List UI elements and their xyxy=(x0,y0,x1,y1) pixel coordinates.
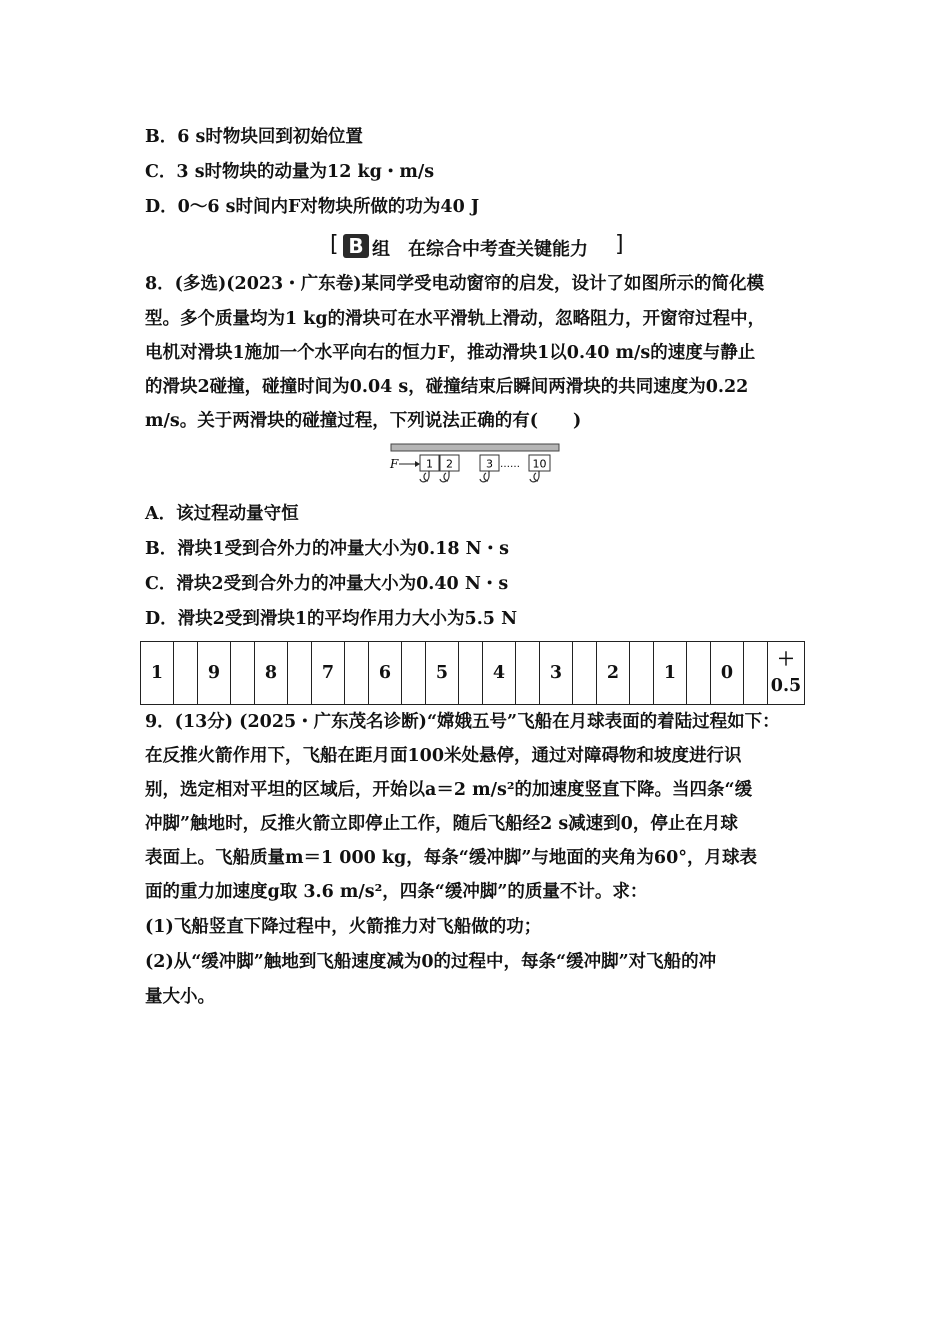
q9-line-1: 9．(13分) (2025・广东茂名诊断)“嫦娥五号”飞船在月球表面的着陆过程如下： xyxy=(145,712,780,732)
q8-line-2: 型。多个质量均为1 kg的滑块可在水平滑轨上滑动，忽略阻力，开窗帘过程中， xyxy=(145,309,766,329)
slider-block xyxy=(480,455,499,471)
blank-cell xyxy=(516,642,540,705)
q8-line-1: 8．(多选)(2023・广东卷)某同学受电动窗帘的启发，设计了如图所示的简化模 xyxy=(145,274,765,294)
section-badge: B xyxy=(343,234,369,258)
force-label: F xyxy=(390,457,399,471)
score-cell: 1 xyxy=(654,642,687,705)
q9-line-4: 冲脚”触地时，反推火箭立即停止工作，随后飞船经2 s减速到0，停止在月球 xyxy=(145,814,738,834)
curtain-slider-diagram xyxy=(388,442,563,492)
score-cell: 2 xyxy=(597,642,630,705)
q8-option-c: C．滑块2受到合外力的冲量大小为0.40 N・s xyxy=(145,574,509,594)
score-cell: 1 xyxy=(141,642,174,705)
slider-block xyxy=(529,455,550,471)
dots: …… xyxy=(500,459,520,470)
q9-subquestion-2: (2)从“缓冲脚”触地到飞船速度减为0的过程中，每条“缓冲脚”对飞船的冲 xyxy=(145,952,717,972)
q9-subquestion-2-cont: 量大小。 xyxy=(145,987,215,1007)
q7-option-d: D．0～6 s时间内F对物块所做的功为40 J xyxy=(145,197,480,217)
right-bracket: ] xyxy=(615,232,624,257)
q8-option-b: B．滑块1受到合外力的冲量大小为0.18 N・s xyxy=(145,539,510,559)
plus-sign: ＋ xyxy=(777,650,795,670)
q9-line-5: 表面上。飞船质量m＝1 000 kg，每条“缓冲脚”与地面的夹角为60°，月球表 xyxy=(145,848,758,868)
q8-line-3: 电机对滑块1施加一个水平向右的恒力F，推动滑块1以0.40 m/s的速度与静止 xyxy=(145,343,756,363)
q9-line-2: 在反推火箭作用下，飞船在距月面100米处悬停，通过对障碍物和坡度进行识 xyxy=(145,746,742,766)
block-label: 2 xyxy=(446,457,453,471)
score-table xyxy=(140,641,805,705)
hooks xyxy=(420,471,539,482)
score-cell: 0 xyxy=(711,642,744,705)
blank-cell xyxy=(744,642,768,705)
score-cell: 7 xyxy=(312,642,345,705)
q9-line-6: 面的重力加速度g取 3.6 m/s²，四条“缓冲脚”的质量不计。求： xyxy=(145,882,648,902)
q9-subquestion-1: (1)飞船竖直下降过程中，火箭推力对飞船做的功； xyxy=(145,917,542,937)
score-cell: 5 xyxy=(426,642,459,705)
block-label: 3 xyxy=(486,457,493,471)
section-title: 组 在综合中考查关键能力 xyxy=(372,239,588,260)
q8-option-d: D．滑块2受到滑块1的平均作用力大小为5.5 N xyxy=(145,609,518,629)
blank-cell xyxy=(687,642,711,705)
score-cell: 3 xyxy=(540,642,573,705)
blank-cell xyxy=(231,642,255,705)
q9-line-3: 别，选定相对平坦的区域后，开始以a＝2 m/s²的加速度竖直下降。当四条“缓 xyxy=(145,780,753,800)
blank-cell xyxy=(402,642,426,705)
score-cell: 8 xyxy=(255,642,288,705)
q8-line-5: m/s。关于两滑块的碰撞过程，下列说法正确的有( ) xyxy=(145,411,582,431)
track-rail xyxy=(391,444,559,451)
q7-option-c: C．3 s时物块的动量为12 kg・m/s xyxy=(145,162,435,182)
score-cell: 4 xyxy=(483,642,516,705)
force-arrow-head xyxy=(415,461,420,467)
score-cell: 6 xyxy=(369,642,402,705)
blank-cell xyxy=(573,642,597,705)
block-label: 10 xyxy=(532,457,547,471)
score-row xyxy=(141,642,805,705)
blank-cell xyxy=(174,642,198,705)
blank-cell xyxy=(345,642,369,705)
q8-line-4: 的滑块2碰撞，碰撞时间为0.04 s，碰撞结束后瞬间两滑块的共同速度为0.22 xyxy=(145,377,749,397)
score-cell-bonus xyxy=(768,642,805,705)
bonus-value: 0.5 xyxy=(770,676,802,696)
block-label: 1 xyxy=(426,457,433,471)
section-header xyxy=(330,232,625,262)
q7-option-b: B．6 s时物块回到初始位置 xyxy=(145,127,363,147)
left-bracket: [ xyxy=(330,232,339,257)
blank-cell xyxy=(630,642,654,705)
score-cell: 9 xyxy=(198,642,231,705)
blank-cell xyxy=(288,642,312,705)
blank-cell xyxy=(459,642,483,705)
q8-option-a: A．该过程动量守恒 xyxy=(145,504,299,524)
slider-block xyxy=(420,455,439,471)
slider-block xyxy=(440,455,459,471)
